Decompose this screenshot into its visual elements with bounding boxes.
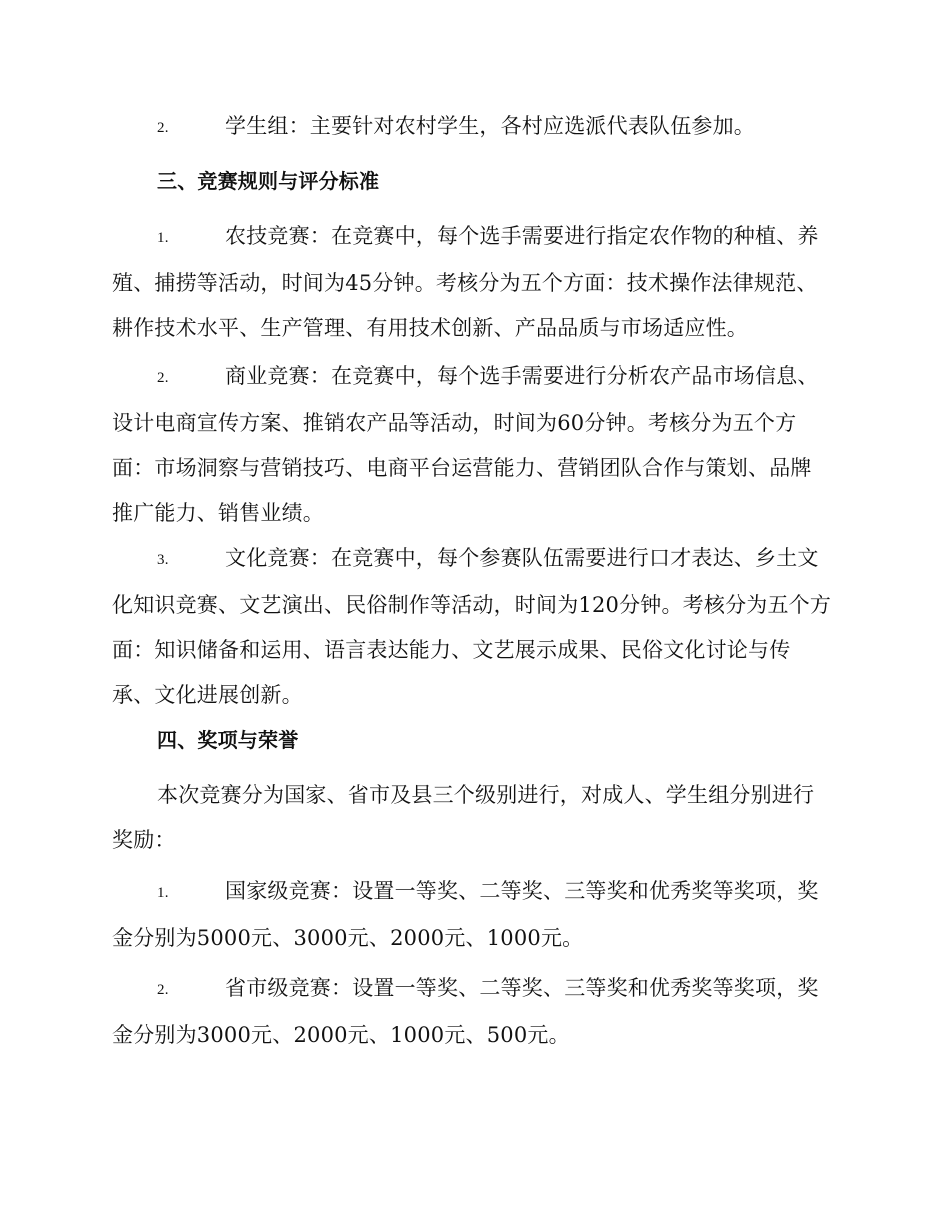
list-item-text: 商业竞赛：在竞赛中，每个选手需要进行分析农产品市场信息、设计电商宣传方案、推销农产品等活动，时间为60分钟。考核分为五个方面：市场洞察与营销技巧、电商平台运营能力、营销团队合作与策划、品牌推广能力、销售业绩。 — [112, 364, 819, 525]
awards-intro-paragraph: 本次竞赛分为国家、省市及县三个级别进行，对成人、学生组分别进行奖励： — [112, 783, 815, 852]
list-item-provincial — [112, 966, 832, 1058]
list-number: 2. — [157, 982, 169, 998]
list-item-text: 国家级竞赛：设置一等奖、二等奖、三等奖和优秀奖等奖项，奖金分别为5000元、3000元、2000元、1000元。 — [112, 879, 819, 950]
list-item-culture — [112, 536, 832, 718]
list-item-business — [112, 354, 832, 536]
list-item-text: 学生组：主要针对农村学生，各村应选派代表队伍参加。 — [225, 114, 755, 138]
list-item-text: 省市级竞赛：设置一等奖、二等奖、三等奖和优秀奖等奖项，奖金分别为3000元、2000元、1000元、500元。 — [112, 976, 819, 1047]
list-number: 2. — [157, 370, 169, 386]
section-heading-rules: 三、竞赛规则与评分标准 — [157, 169, 380, 193]
list-item-agri-tech — [112, 214, 832, 351]
list-item-national — [112, 869, 832, 961]
list-item-text: 农技竞赛：在竞赛中，每个选手需要进行指定农作物的种植、养殖、捕捞等活动，时间为45分钟。考核分为五个方面：技术操作法律规范、耕作技术水平、生产管理、有用技术创新、产品品质与市场适应性。 — [112, 224, 819, 340]
section-heading-awards: 四、奖项与荣誉 — [157, 728, 299, 752]
list-item-text: 文化竞赛：在竞赛中，每个参赛队伍需要进行口才表达、乡土文化知识竞赛、文艺演出、民俗制作等活动，时间为120分钟。考核分为五个方面：知识储备和运用、语言表达能力、文艺展示成果、民俗文化讨论与传承、文化进展创新。 — [112, 546, 832, 707]
list-number: 2. — [157, 120, 169, 136]
list-number: 3. — [157, 552, 169, 568]
list-number: 1. — [157, 885, 169, 901]
list-item-student-group — [112, 104, 832, 151]
list-number: 1. — [157, 230, 169, 246]
